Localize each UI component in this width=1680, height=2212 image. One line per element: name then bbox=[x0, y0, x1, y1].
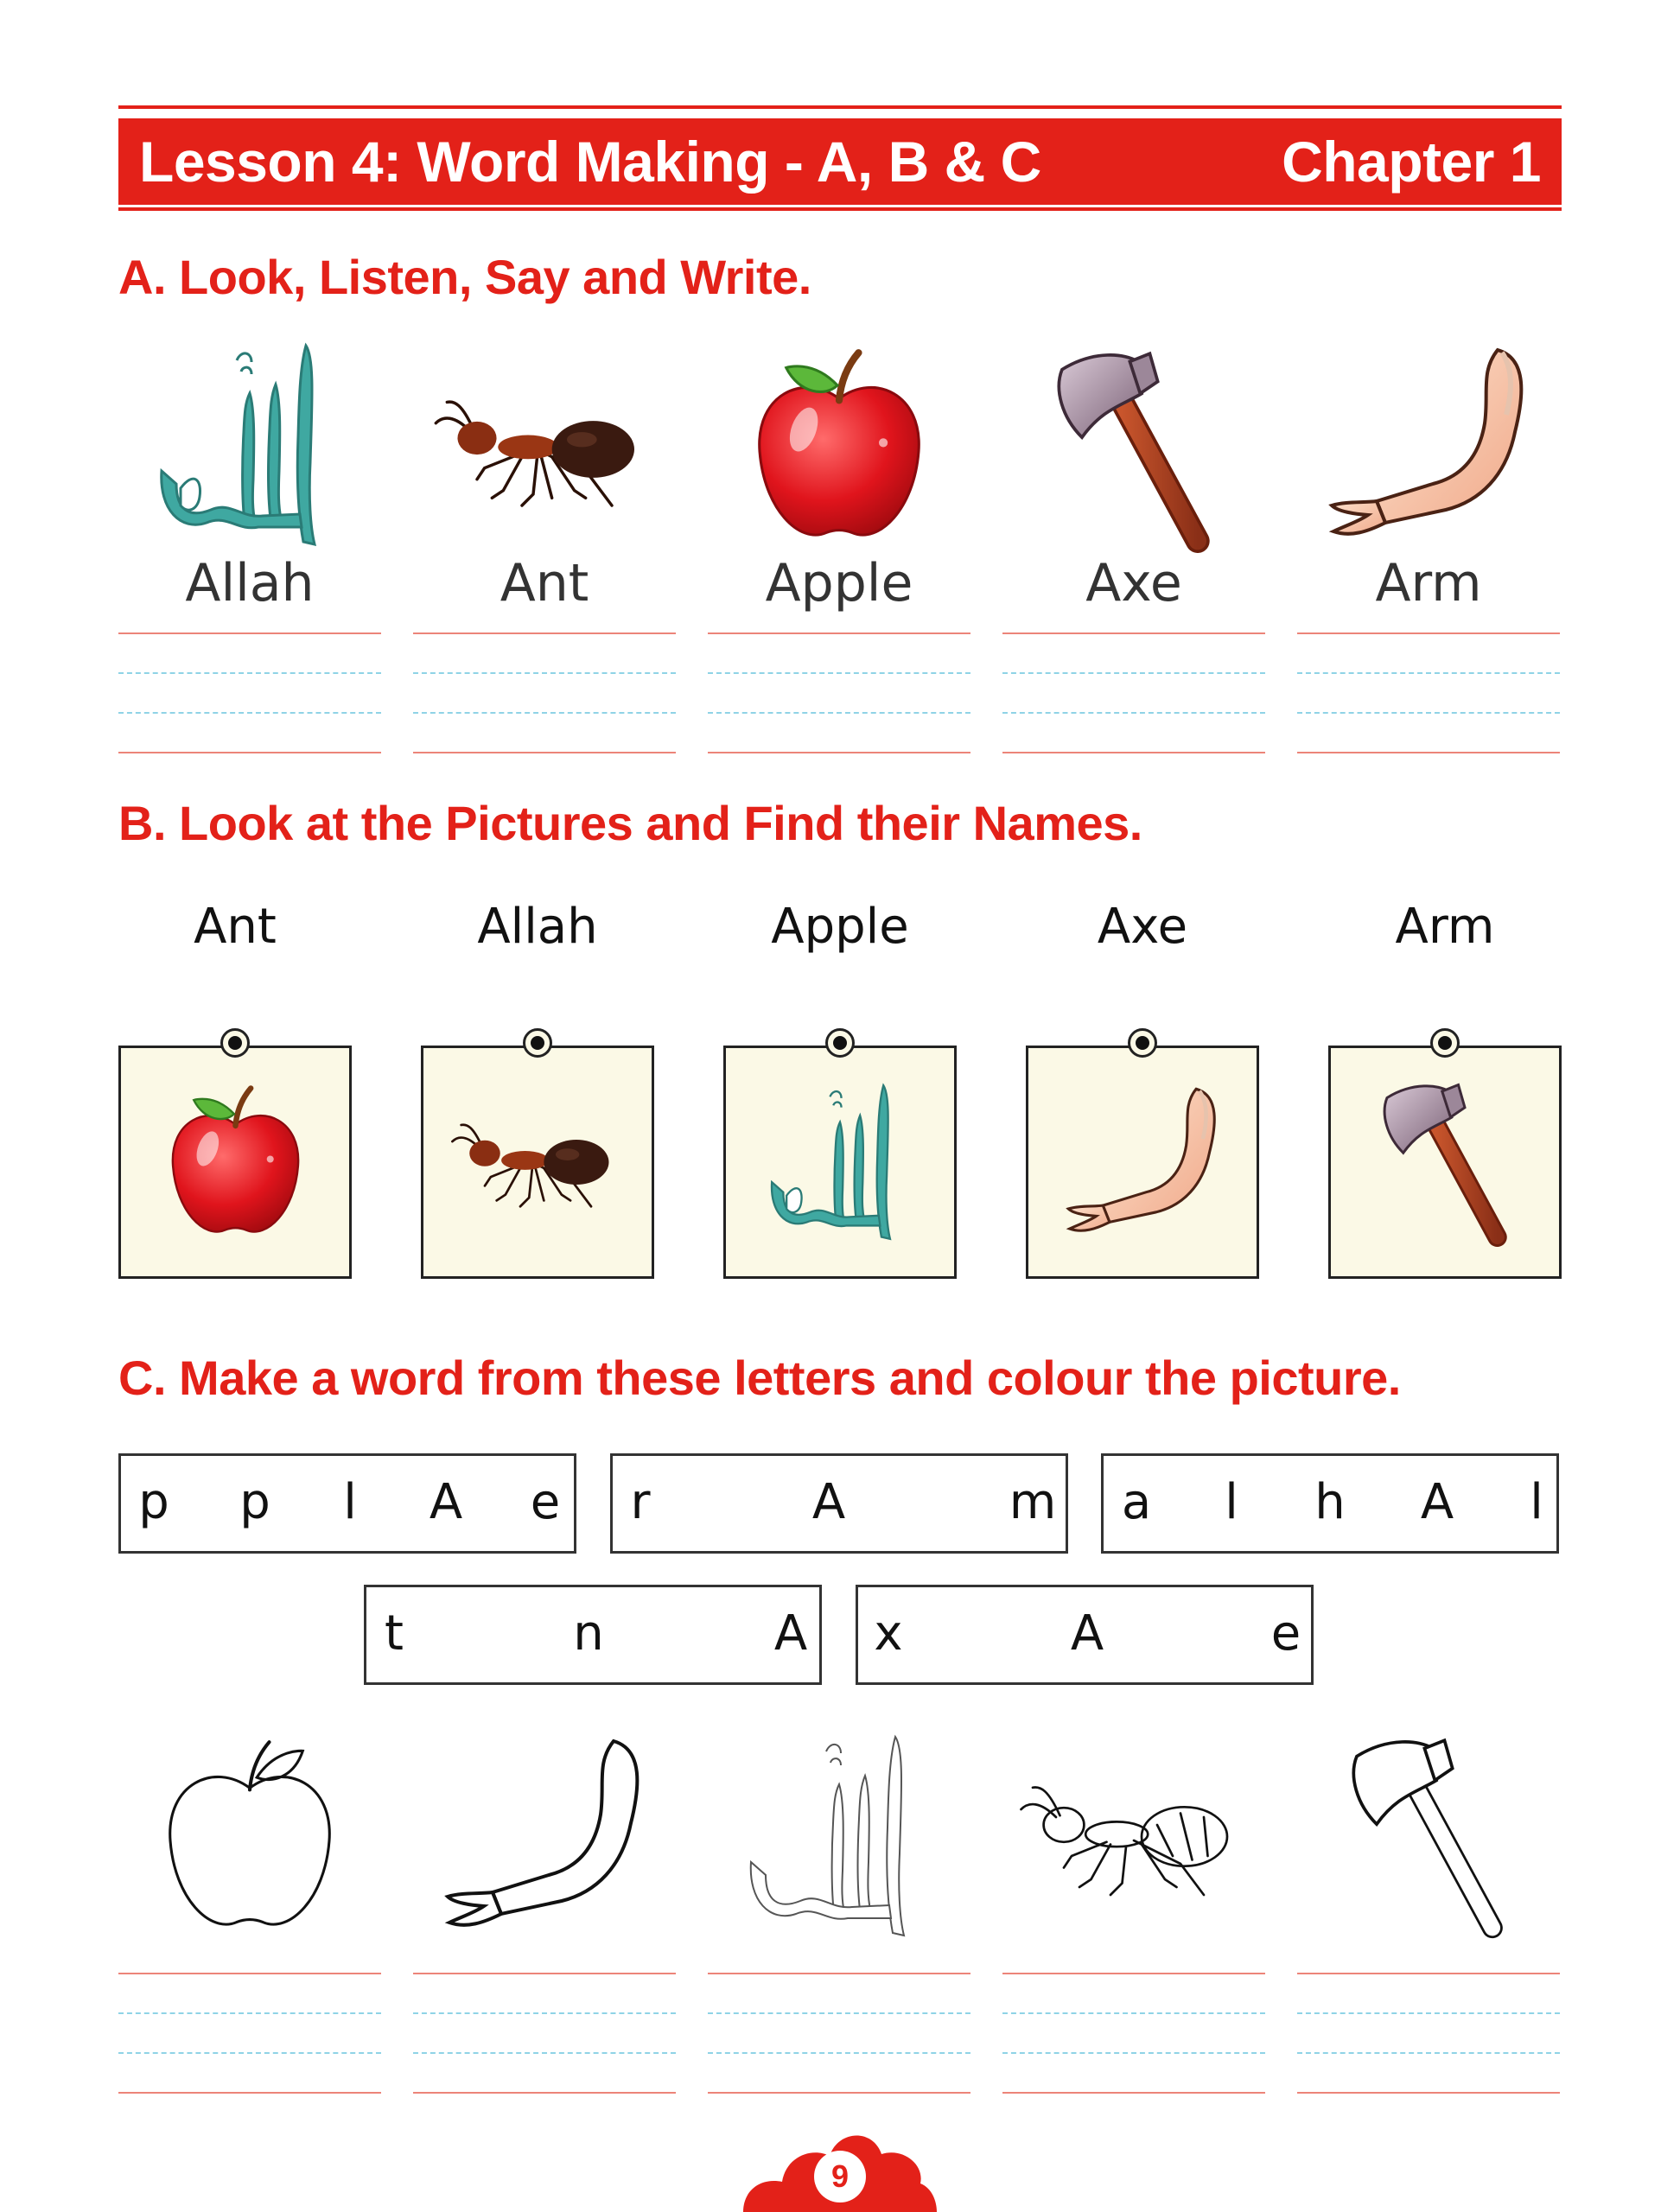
section-b-title: B. Look at the Pictures and Find their Names. bbox=[118, 796, 1142, 850]
picture-card-ant[interactable] bbox=[421, 1046, 654, 1279]
pin-icon bbox=[1430, 1028, 1460, 1058]
section-c-title: C. Make a word from these letters and colour the picture. bbox=[118, 1351, 1401, 1405]
writing-guide[interactable] bbox=[1297, 1973, 1560, 2094]
arm-outline-icon[interactable] bbox=[413, 1724, 676, 1948]
letter: e bbox=[530, 1474, 561, 1531]
letter: p bbox=[138, 1474, 169, 1531]
apple-outline-icon[interactable] bbox=[118, 1724, 381, 1948]
name-label[interactable]: Axe bbox=[1097, 899, 1188, 955]
pin-icon bbox=[1128, 1028, 1157, 1058]
word-caption: Arm bbox=[1375, 553, 1482, 613]
letter: e bbox=[1270, 1605, 1301, 1662]
picture-card-allah[interactable] bbox=[723, 1046, 957, 1279]
letter: a bbox=[1121, 1474, 1152, 1531]
axe-icon bbox=[1374, 1078, 1517, 1247]
header-top-rule bbox=[118, 105, 1562, 109]
ant-outline-icon[interactable] bbox=[1002, 1724, 1265, 1948]
letter: A bbox=[1070, 1605, 1104, 1662]
chapter-label: Chapter 1 bbox=[1282, 130, 1541, 194]
arm-icon bbox=[1297, 346, 1560, 544]
pin-icon bbox=[825, 1028, 855, 1058]
writing-guide[interactable] bbox=[118, 632, 381, 753]
apple-icon bbox=[708, 346, 970, 549]
name-label[interactable]: Arm bbox=[1395, 899, 1495, 955]
letter: l bbox=[343, 1474, 357, 1531]
letter: n bbox=[573, 1605, 604, 1662]
pin-icon bbox=[523, 1028, 552, 1058]
writing-guide[interactable] bbox=[708, 1973, 970, 2094]
writing-guide[interactable] bbox=[708, 632, 970, 753]
letter-box bbox=[1101, 1453, 1559, 1554]
page-number: 9 bbox=[814, 2151, 866, 2202]
letter: m bbox=[1009, 1474, 1057, 1531]
letter: A bbox=[1420, 1474, 1454, 1531]
letter: A bbox=[429, 1474, 463, 1531]
section-a-title: A. Look, Listen, Say and Write. bbox=[118, 250, 811, 304]
axe-outline-icon[interactable] bbox=[1297, 1724, 1560, 1948]
allah-calligraphy-icon bbox=[767, 1080, 913, 1244]
word-caption: Ant bbox=[500, 553, 589, 613]
arm-icon bbox=[1063, 1084, 1223, 1240]
letter-box bbox=[118, 1453, 576, 1554]
name-label[interactable]: Ant bbox=[194, 899, 277, 955]
name-label[interactable]: Allah bbox=[477, 899, 598, 955]
header-bottom-rule bbox=[118, 207, 1562, 211]
letter: r bbox=[630, 1474, 651, 1531]
allah-calligraphy-icon bbox=[118, 341, 381, 549]
axe-icon bbox=[1002, 346, 1265, 553]
word-caption: Axe bbox=[1085, 553, 1182, 613]
letter: A bbox=[811, 1474, 846, 1531]
pin-icon bbox=[220, 1028, 250, 1058]
writing-guide[interactable] bbox=[118, 1973, 381, 2094]
letter: h bbox=[1314, 1474, 1346, 1531]
allah-outline-icon[interactable] bbox=[708, 1724, 970, 1948]
writing-guide[interactable] bbox=[1002, 1973, 1265, 2094]
word-caption: Apple bbox=[765, 553, 913, 613]
lesson-header bbox=[118, 118, 1562, 205]
letter: t bbox=[385, 1605, 404, 1662]
name-label[interactable]: Apple bbox=[771, 899, 909, 955]
lesson-title: Lesson 4: Word Making - A, B & C bbox=[139, 130, 1041, 194]
picture-card-arm[interactable] bbox=[1026, 1046, 1259, 1279]
ant-icon bbox=[413, 385, 676, 514]
letter: x bbox=[874, 1605, 903, 1662]
ant-icon bbox=[449, 1110, 627, 1214]
letter: l bbox=[1530, 1474, 1543, 1531]
writing-guide[interactable] bbox=[413, 632, 676, 753]
letter: A bbox=[773, 1605, 808, 1662]
writing-guide[interactable] bbox=[413, 1973, 676, 2094]
letter-box bbox=[856, 1585, 1314, 1685]
picture-card-apple[interactable] bbox=[118, 1046, 352, 1279]
apple-icon bbox=[164, 1083, 307, 1243]
letter: p bbox=[239, 1474, 270, 1531]
word-caption: Allah bbox=[185, 553, 315, 613]
writing-guide[interactable] bbox=[1297, 632, 1560, 753]
writing-guide[interactable] bbox=[1002, 632, 1265, 753]
picture-card-axe[interactable] bbox=[1328, 1046, 1562, 1279]
letter: l bbox=[1225, 1474, 1238, 1531]
letter-box bbox=[364, 1585, 822, 1685]
letter-box bbox=[610, 1453, 1068, 1554]
